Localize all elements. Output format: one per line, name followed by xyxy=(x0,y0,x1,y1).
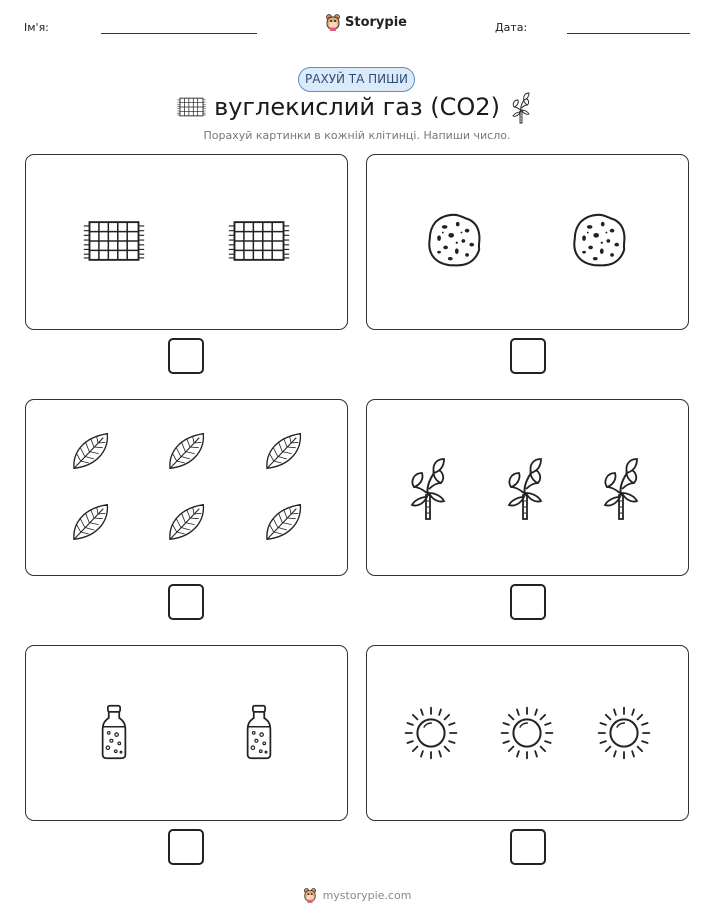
plant-sprout-icon xyxy=(601,457,641,521)
cookie-icon xyxy=(426,212,482,268)
storypie-mascot-icon xyxy=(303,887,317,903)
date-field[interactable] xyxy=(567,33,690,34)
leaf-icon xyxy=(166,498,206,546)
exercise-panel-2 xyxy=(366,154,689,330)
sun-icon xyxy=(402,704,460,762)
leaf-icon xyxy=(70,498,110,546)
brand-logo xyxy=(325,13,407,31)
activity-badge: РАХУЙ ТА ПИШИ xyxy=(298,67,415,92)
exercise-panel-4 xyxy=(366,399,689,576)
name-field[interactable] xyxy=(101,33,257,34)
exercise-panel-3 xyxy=(25,399,348,576)
exercise-panel-5 xyxy=(25,645,348,821)
storypie-mascot-icon xyxy=(325,13,341,31)
page-title xyxy=(0,93,714,121)
brand-name: Storypie xyxy=(345,14,407,30)
exercise-panel-6 xyxy=(366,645,689,821)
name-label: Ім'я: xyxy=(24,21,49,34)
leaf-icon xyxy=(70,427,110,475)
waffle-rug-icon xyxy=(226,218,292,264)
leaf-icon xyxy=(263,498,303,546)
waffle-rug-icon xyxy=(176,96,207,118)
leaf-icon xyxy=(263,427,303,475)
footer-site[interactable]: mystorypie.com xyxy=(322,888,412,902)
soda-bottle-icon xyxy=(245,701,273,763)
answer-box-4[interactable] xyxy=(510,584,546,620)
soda-bottle-icon xyxy=(100,701,128,763)
answer-box-3[interactable] xyxy=(168,584,204,620)
sun-icon xyxy=(595,704,653,762)
plant-sprout-icon xyxy=(408,457,448,521)
answer-box-6[interactable] xyxy=(510,829,546,865)
plant-sprout-icon xyxy=(505,457,545,521)
waffle-rug-icon xyxy=(81,218,147,264)
title-text: вуглекислий газ (CO2) xyxy=(214,93,500,121)
date-label: Дата: xyxy=(495,21,528,34)
exercise-panel-1 xyxy=(25,154,348,330)
answer-box-1[interactable] xyxy=(168,338,204,374)
answer-box-2[interactable] xyxy=(510,338,546,374)
plant-sprout-icon xyxy=(511,92,531,124)
answer-box-5[interactable] xyxy=(168,829,204,865)
footer xyxy=(0,887,714,903)
sun-icon xyxy=(498,704,556,762)
instructions: Порахуй картинки в кожній клітинці. Напиши число. xyxy=(203,129,511,142)
leaf-icon xyxy=(166,427,206,475)
cookie-icon xyxy=(571,212,627,268)
